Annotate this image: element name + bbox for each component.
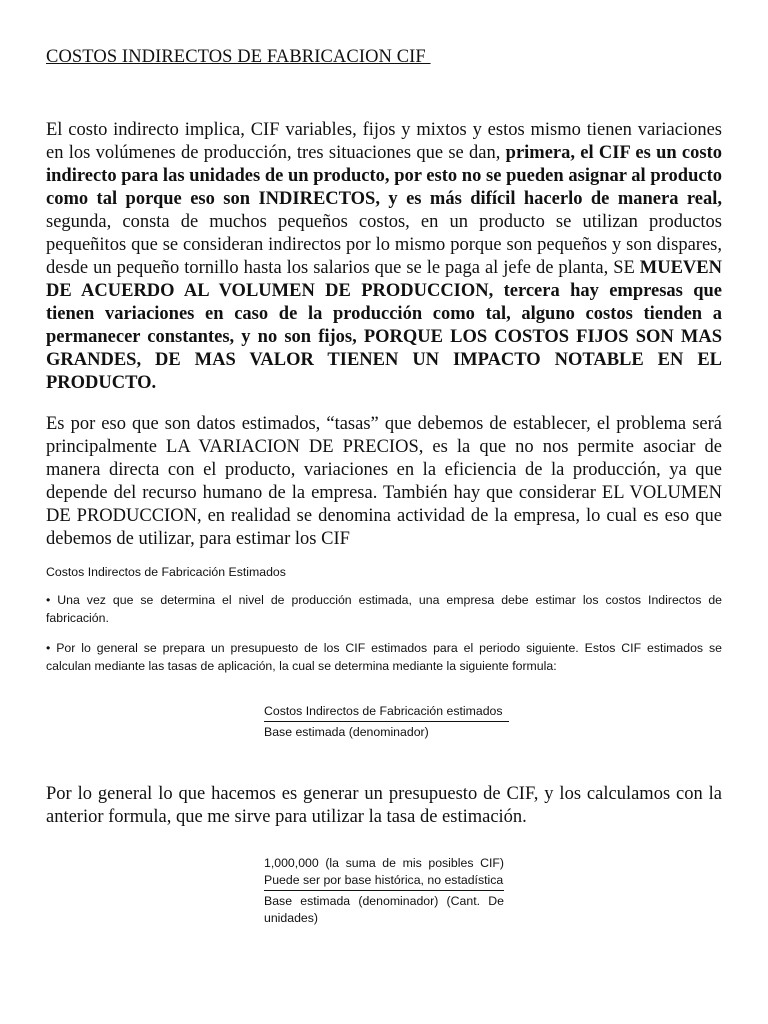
section-heading: Costos Indirectos de Fabricación Estimados bbox=[46, 565, 286, 579]
paragraph-estimated-rates bbox=[46, 413, 722, 551]
bullet-item-1: • Una vez que se determina el nivel de producción estimada, una empresa debe estimar los costos Indirectos de fabricación. bbox=[46, 593, 722, 625]
formula-example bbox=[264, 855, 504, 927]
document-title: COSTOS INDIRECTOS DE FABRICACION CIF bbox=[46, 47, 431, 67]
paragraph-cif-intro-bold-1: primera, el CIF es un costo indirecto para las unidades de un producto, por esto no se pueden asignar al producto como tal porque eso son INDIRECTOS, y es más difícil hacerlo de manera real, bbox=[46, 143, 722, 209]
paragraph-cif-intro bbox=[46, 119, 722, 395]
formula-example-denominator: Base estimada (denominador) (Cant. De unidades) bbox=[264, 894, 504, 925]
formula-example-numerator: 1,000,000 (la suma de mis posibles CIF) Puede ser por base histórica, no estadística bbox=[264, 855, 504, 891]
formula-numerator: Costos Indirectos de Fabricación estimados bbox=[264, 703, 509, 722]
formula-estimation-rate bbox=[264, 703, 509, 741]
paragraph-cif-intro-text-2: segunda, consta de muchos pequeños costos, en un producto se utilizan productos pequeñitos que se consideran indirectos por lo mismo porque son pequeños y son dispares, desde un pequeño tornillo hasta los salarios que se le paga al jefe de planta, SE bbox=[46, 212, 722, 278]
paragraph-cif-intro-bold-2: MUEVEN DE ACUERDO AL VOLUMEN DE PRODUCCION, tercera hay empresas que tienen variaciones en caso de la producción como tal, alguno costos tienden a permanecer constantes, y no son fijos, PORQUE LOS COSTOS FIJOS SON MAS GRANDES, DE MAS VALOR TIENEN UN IMPACTO NOTABLE EN EL PRODUCTO. bbox=[46, 258, 722, 393]
bullet-item-2: • Por lo general se prepara un presupuesto de los CIF estimados para el periodo siguiente. Estos CIF estimados se calculan mediante las tasas de aplicación, la cual se determina mediante la siguiente formula: bbox=[46, 641, 722, 673]
formula-denominator: Base estimada (denominador) bbox=[264, 725, 429, 739]
paragraph-cif-intro-text-1: El costo indirecto implica, CIF variables, fijos y mixtos y estos mismo tienen variaciones en los volúmenes de producción, tres situaciones que se dan, bbox=[46, 120, 722, 163]
paragraph-estimated-rates-text: Es por eso que son datos estimados, “tasas” que debemos de establecer, el problema será principalmente LA VARIACION DE PRECIOS, es la que no nos permite asociar de manera directa con el producto, variaciones en la eficiencia de la producción, ya que depende del recurso humano de la empresa. También hay que considerar EL VOLUMEN DE PRODUCCION, en realidad se denomina actividad de la empresa, lo cual es eso que debemos de utilizar, para estimar los CIF bbox=[46, 414, 722, 549]
paragraph-budget: Por lo general lo que hacemos es generar un presupuesto de CIF, y los calculamos con la anterior formula, que me sirve para utilizar la tasa de estimación. bbox=[46, 784, 722, 827]
